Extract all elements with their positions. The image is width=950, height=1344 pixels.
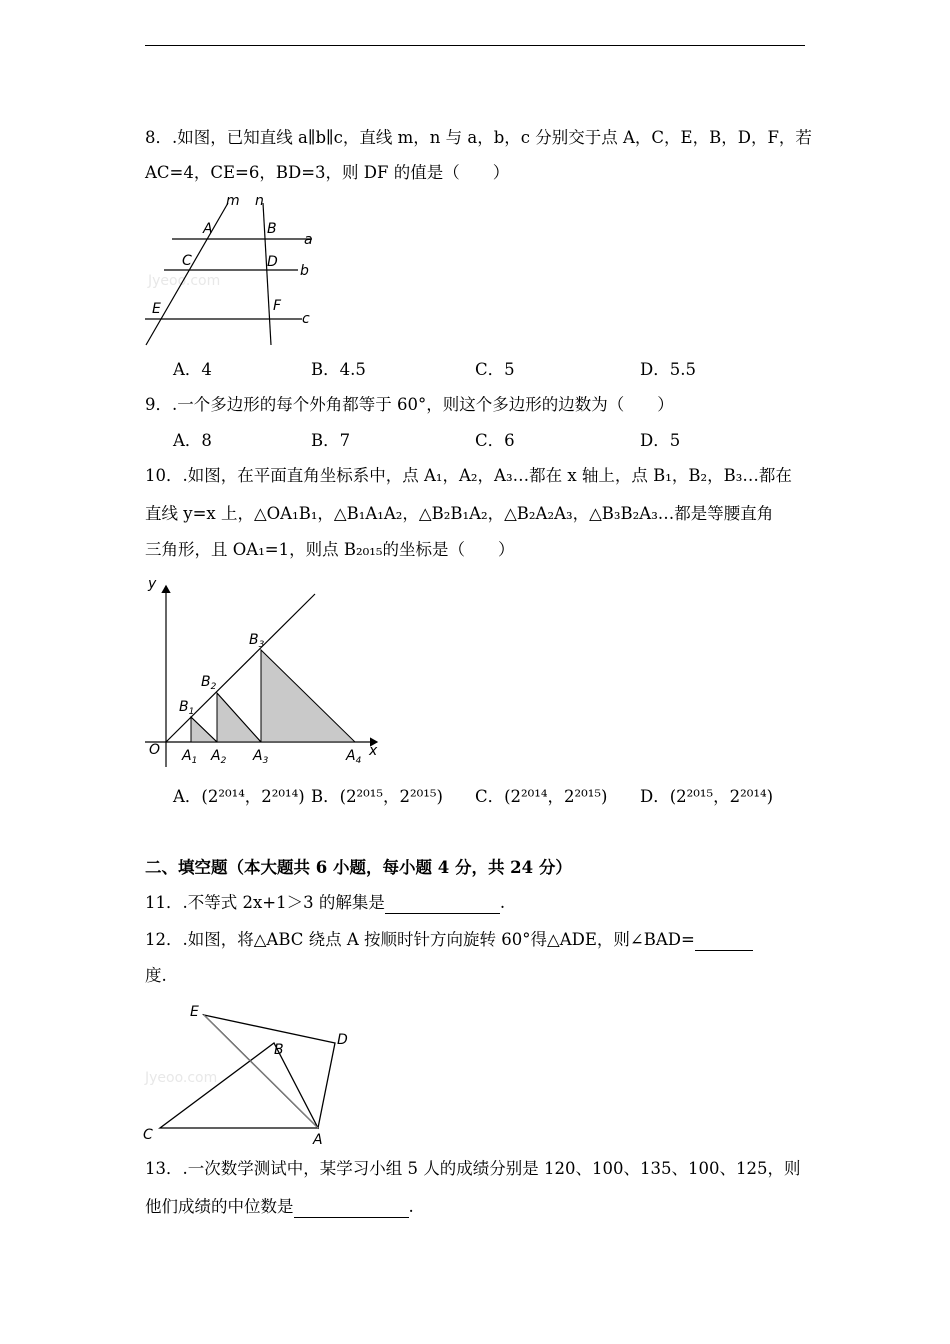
q8-option-d[interactable]: D．5.5 [640, 360, 696, 379]
point-f-label: F [273, 298, 282, 314]
point-c-label: C [182, 253, 192, 269]
origin-label: O [149, 742, 161, 758]
q8-line-2: AC=4，CE=6，BD=3，则 DF 的值是（ ） [145, 163, 510, 182]
q9-option-b[interactable]: B．7 [311, 431, 351, 450]
q11-end: . [499, 893, 506, 912]
q12-line-1 [145, 929, 753, 951]
q10-line-2: 直线 y=x 上，△OA₁B₁，△B₁A₁A₂，△B₂B₁A₂，△B₂A₂A₃，△B₃B₂A₃…都是等腰直角 [145, 504, 774, 523]
header-rule [145, 45, 805, 46]
line-a-label: a [304, 232, 313, 248]
section-2-title: 二、填空题（本大题共 6 小题，每小题 4 分，共 24 分） [145, 858, 572, 877]
point-a3-label: $A_3$ [253, 748, 269, 766]
point-d-label: D [337, 1032, 348, 1048]
point-b-label: B [267, 221, 277, 237]
q11-answer-blank[interactable] [385, 895, 500, 914]
q9-option-d[interactable]: D．5 [640, 431, 681, 450]
q13-line-2 [145, 1196, 414, 1218]
y-axis-label: y [148, 576, 157, 592]
line-m-label: m [226, 193, 240, 209]
q13-line-1: 13．.一次数学测试中，某学习小组 5 人的成绩分别是 120、100、135、100、125，则 [145, 1159, 801, 1178]
q10-option-b[interactable]: B．(2²⁰¹⁵，2²⁰¹⁵) [311, 787, 443, 806]
q8-option-b[interactable]: B．4.5 [311, 360, 366, 379]
q10-figure [140, 572, 390, 772]
line-n-label: n [255, 193, 264, 209]
q10-option-d[interactable]: D．(2²⁰¹⁵，2²⁰¹⁴) [640, 787, 774, 806]
q8-option-a[interactable]: A．4 [173, 360, 212, 379]
q12-figure [140, 998, 360, 1148]
q9-option-a[interactable]: A．8 [173, 431, 212, 450]
q12-text: 12．.如图，将△ABC 绕点 A 按顺时针方向旋转 60°得△ADE，则∠BAD= [145, 930, 695, 949]
point-a-label: A [203, 221, 213, 237]
q13-answer-blank[interactable] [294, 1199, 409, 1218]
q8-line-1: 8．.如图，已知直线 a∥b∥c，直线 m，n 与 a，b，c 分别交于点 A，C，E，B，D，F，若 [145, 128, 812, 147]
q10-line-1: 10．.如图，在平面直角坐标系中，点 A₁，A₂，A₃…都在 x 轴上，点 B₁，B₂，B₃…都在 [145, 466, 792, 485]
point-b1-label: $B_1$ [179, 699, 195, 717]
point-e-label: E [152, 301, 161, 317]
point-a1-label: $A_1$ [182, 748, 198, 766]
q9-text: 9．.一个多边形的每个外角都等于 60°，则这个多边形的边数为（ ） [145, 395, 674, 414]
q11 [145, 892, 505, 914]
q8-figure [140, 193, 325, 348]
q9-option-c[interactable]: C．6 [475, 431, 515, 450]
q10-option-c[interactable]: C．(2²⁰¹⁴，2²⁰¹⁵) [475, 787, 608, 806]
point-c-label: C [143, 1127, 153, 1143]
q10-line-3: 三角形，且 OA₁=1，则点 B₂₀₁₅的坐标是（ ） [145, 540, 515, 559]
point-a4-label: $A_4$ [346, 748, 362, 766]
q8-option-c[interactable]: C．5 [475, 360, 515, 379]
point-b-label: B [274, 1042, 284, 1058]
point-b2-label: $B_2$ [201, 674, 217, 692]
q13-text: 他们成绩的中位数是 [145, 1197, 294, 1216]
point-a-label: A [313, 1132, 323, 1148]
q12-line-2: 度. [145, 966, 167, 985]
q13-end: . [408, 1197, 414, 1216]
q12-answer-blank[interactable] [695, 932, 753, 951]
line-c-label: c [302, 311, 310, 327]
point-d-label: D [267, 254, 278, 270]
x-axis-label: x [369, 743, 378, 759]
q11-text: 11．.不等式 2x+1＞3 的解集是 [145, 893, 385, 912]
line-b-label: b [300, 263, 309, 279]
point-e-label: E [190, 1004, 199, 1020]
q10-option-a[interactable]: A．(2²⁰¹⁴，2²⁰¹⁴) [173, 787, 305, 806]
watermark: Jyeoo.com [148, 273, 221, 289]
point-a2-label: $A_2$ [211, 748, 227, 766]
point-b3-label: $B_3$ [249, 632, 265, 650]
watermark: Jyeoo.com [145, 1070, 218, 1086]
